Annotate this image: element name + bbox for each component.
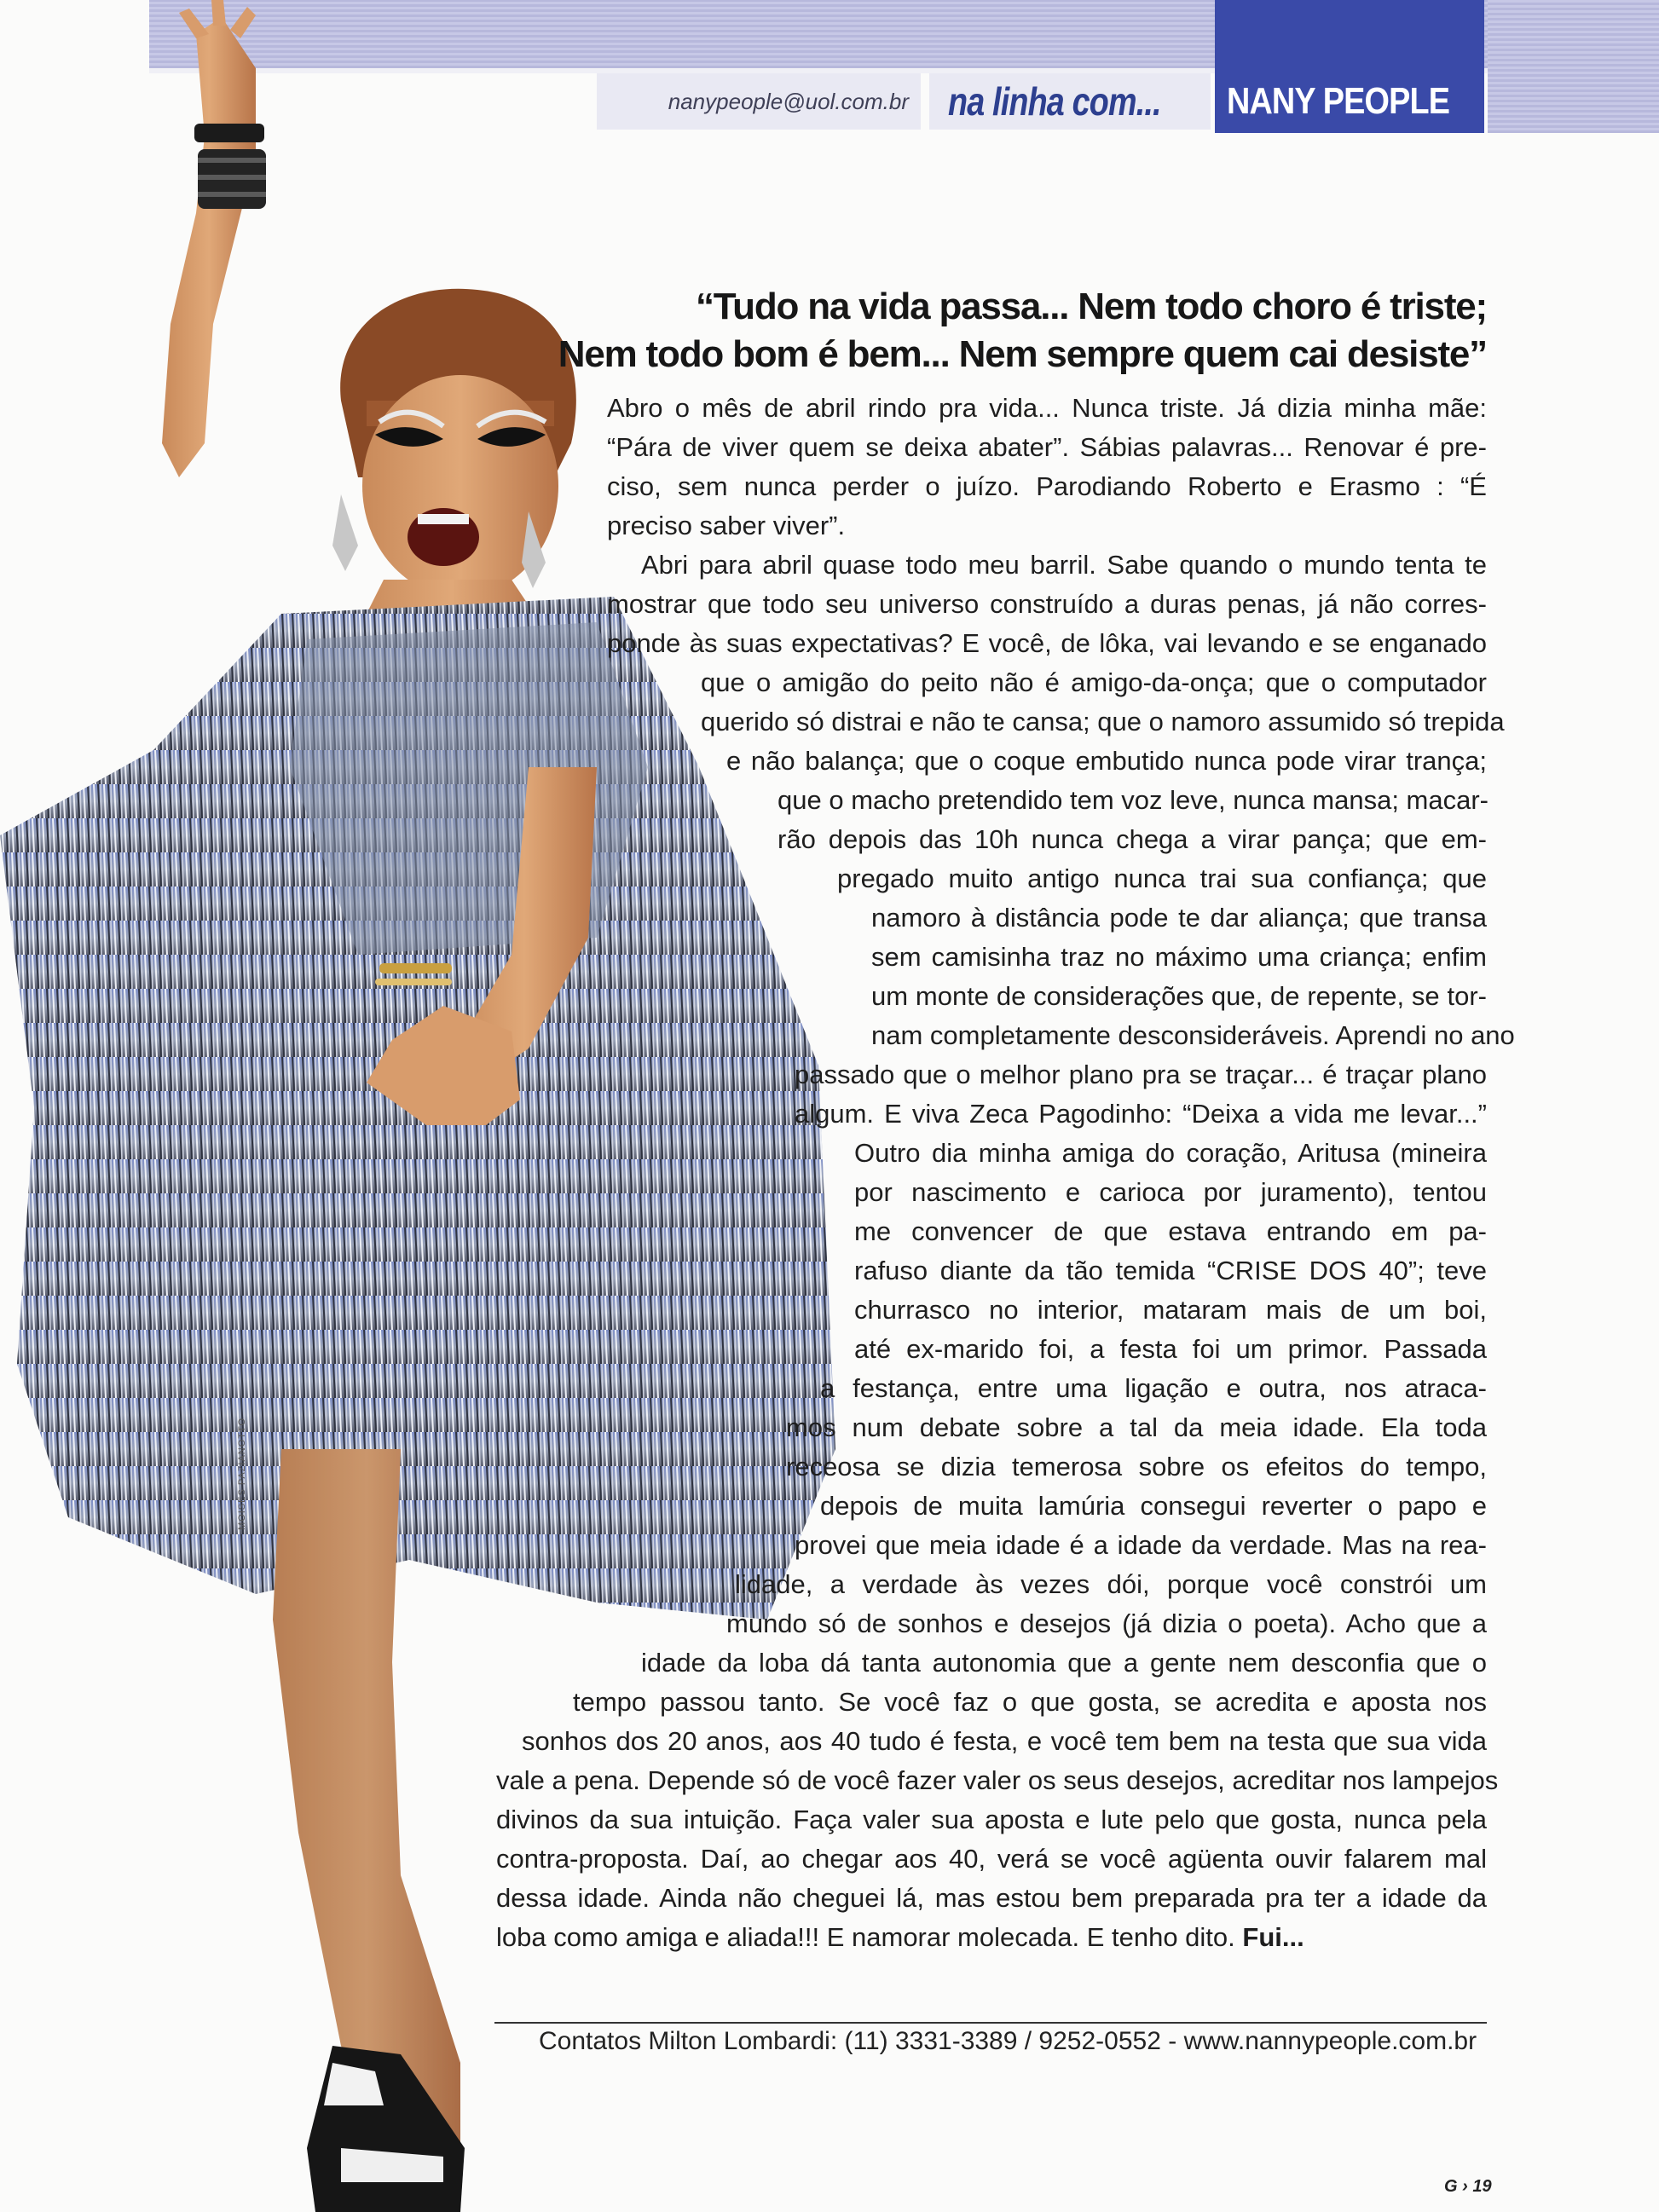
header-name-cell <box>1215 0 1484 133</box>
body-line: mos num debate sobre a tal da meia idade. Ela toda <box>786 1412 1487 1442</box>
body-line: divinos da sua intuição. Faça valer sua aposta e lute pelo que gosta, nunca pela <box>496 1805 1487 1834</box>
header-section-cell <box>929 73 1211 130</box>
body-line: churrasco no interior, mataram mais de um boi, <box>854 1295 1487 1325</box>
footer-rule <box>494 2022 1487 2024</box>
body-line: mundo só de sonhos e desejos (já dizia o poeta). Acho que a <box>726 1608 1487 1638</box>
body-line: namoro à distância pode te dar aliança; que transa <box>871 903 1487 933</box>
body-line: Outro dia minha amiga do coração, Aritusa (mineira <box>854 1138 1487 1168</box>
body-line: por nascimento e carioca por juramento), tentou <box>854 1177 1487 1207</box>
body-line: querido só distrai e não te cansa; que o namoro assumido só trepida <box>701 707 1505 736</box>
body-line: preciso saber viver”. <box>607 511 846 540</box>
body-line: “Pára de viver quem se deixa abater”. Sábias palavras... Renovar é pre- <box>607 432 1487 462</box>
body-line: depois de muita lamúria consegui reverter o papo e <box>820 1491 1487 1521</box>
header-section-label: na linha com... <box>948 79 1161 124</box>
headline-quote <box>464 283 1487 378</box>
body-line: receosa se dizia temerosa sobre os efeitos do tempo, <box>786 1452 1487 1481</box>
body-line: até ex-marido foi, a festa foi um primor. Passada <box>854 1334 1487 1364</box>
body-line: vale a pena. Depende só de você fazer valer os seus desejos, acreditar nos lampejos <box>496 1765 1499 1795</box>
body-line: me convencer de que estava entrando em pa- <box>854 1216 1487 1246</box>
body-line: sem camisinha traz no máximo uma criança; enfim <box>871 942 1487 972</box>
body-line: mostrar que todo seu universo construído a duras penas, já não corres- <box>607 589 1487 619</box>
body-line: nam completamente desconsideráveis. Aprendi no ano <box>871 1020 1515 1050</box>
body-line: contra-proposta. Daí, ao chegar aos 40, verá se você agüenta ouvir falarem mal <box>496 1844 1487 1874</box>
page-number: G › 19 <box>1444 2177 1492 2196</box>
headline-line-2: Nem todo bom é bem... Nem sempre quem cai desiste” <box>558 333 1487 375</box>
body-line: Abro o mês de abril rindo pra vida... Nunca triste. Já dizia minha mãe: <box>607 393 1487 423</box>
body-line: idade da loba dá tanta autonomia que a gente nem desconfia que o <box>641 1648 1487 1678</box>
body-line: rafuso diante da tão temida “CRISE DOS 40”; teve <box>854 1256 1487 1285</box>
body-line: provei que meia idade é a idade da verdade. Mas na rea- <box>795 1530 1487 1560</box>
body-line: ponde às suas expectativas? E você, de lôka, vai levando e se enganado <box>607 628 1487 658</box>
body-final-bold: Fui... <box>1242 1922 1304 1952</box>
body-line: lidade, a verdade às vezes dói, porque você constrói um <box>735 1569 1487 1599</box>
body-line: Abri para abril quase todo meu barril. Sabe quando o mundo tenta te <box>641 550 1487 580</box>
body-line: um monte de considerações que, de repente, se tor- <box>871 981 1487 1011</box>
header-email[interactable]: nanypeople@uol.com.br <box>668 89 909 114</box>
body-line: passado que o melhor plano pra se traçar... é traçar plano <box>795 1060 1487 1089</box>
headline-line-1: “Tudo na vida passa... Nem todo choro é triste; <box>695 286 1487 327</box>
header-right-band <box>1488 0 1659 133</box>
body-line: algum. E viva Zeca Pagodinho: “Deixa a vida me levar...” <box>795 1099 1487 1129</box>
body-line: ciso, sem nunca perder o juízo. Parodiando Roberto e Erasmo : “É <box>607 471 1487 501</box>
body-line: e não balança; que o coque embutido nunca pode virar trança; <box>726 746 1487 776</box>
body-line: loba como amiga e aliada!!! E namorar molecada. E tenho dito. Fui... <box>496 1922 1304 1952</box>
body-line: a festança, entre uma ligação e outra, nos atraca- <box>820 1373 1487 1403</box>
body-line: tempo passou tanto. Se você faz o que gosta, se acredita e aposta nos <box>573 1687 1487 1717</box>
body-line: que o macho pretendido tem voz leve, nunca mansa; macar- <box>777 785 1489 815</box>
photo-credit: MOISÉS PAZIANOTTO <box>237 1417 247 1530</box>
body-line: que o amigão do peito não é amigo-da-onça; que o computador <box>701 667 1487 697</box>
body-line: rão depois das 10h nunca chega a virar pança; que em- <box>777 824 1487 854</box>
body-line: dessa idade. Ainda não cheguei lá, mas estou bem preparada pra ter a idade da <box>496 1883 1487 1913</box>
header-name-label: NANY PEOPLE <box>1227 80 1450 122</box>
footer-contacts: Contatos Milton Lombardi: (11) 3331-3389 / 9252-0552 - www.nannypeople.com.br <box>539 2027 1477 2055</box>
body-line: pregado muito antigo nunca trai sua confiança; que <box>837 863 1487 893</box>
body-line: sonhos dos 20 anos, aos 40 tudo é festa, e você tem bem na testa que sua vida <box>522 1726 1487 1756</box>
